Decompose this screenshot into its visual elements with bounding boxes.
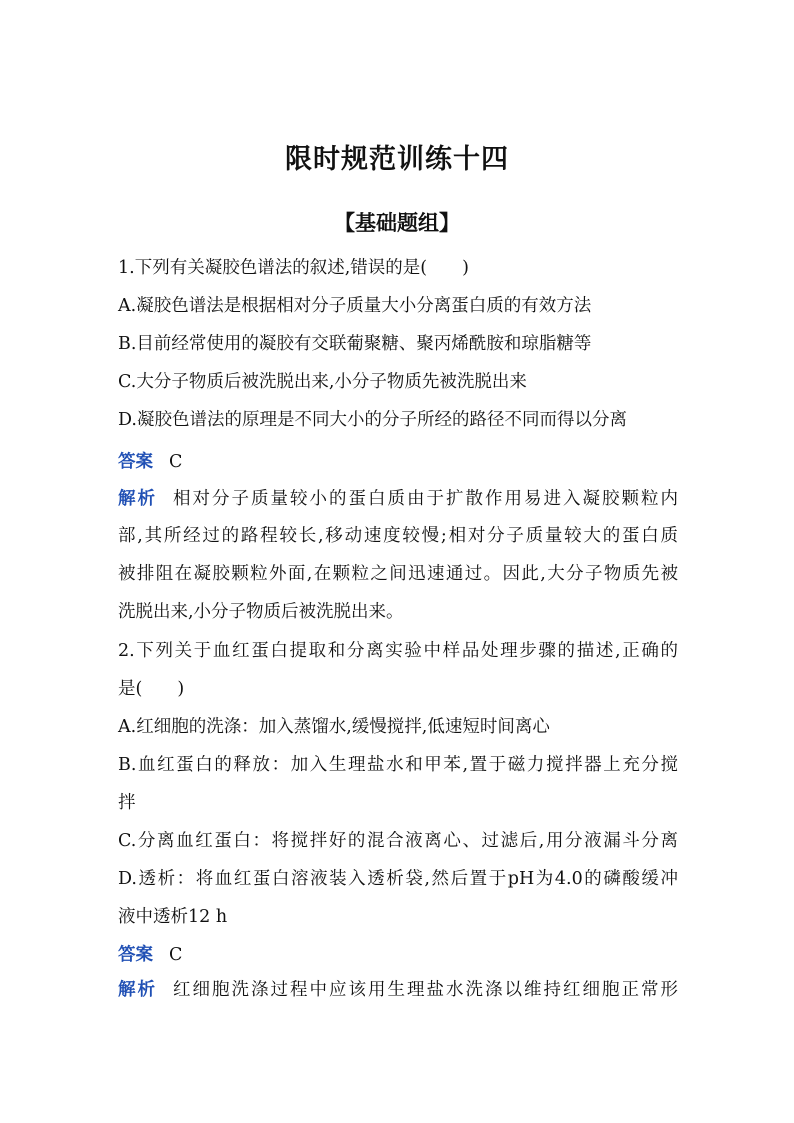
question-1-option-c: C.大分子物质后被洗脱出来,小分子物质先被洗脱出来 [118,372,527,392]
explanation-label: 解析 [118,489,157,509]
question-1-option-d: D.凝胶色谱法的原理是不同大小的分子所经的路径不同而得以分离 [118,410,627,430]
answer-label: 答案 [118,945,153,965]
question-2-answer [118,943,678,967]
question-1-option-b: B.目前经常使用的凝胶有交联葡聚糖、聚丙烯酰胺和琼脂糖等 [118,334,592,354]
question-1-explanation-line: 部,其所经过的路程较长,移动速度较慢;相对分子质量较大的蛋白质 [118,526,678,546]
question-2-option-a: A.红细胞的洗涤：加入蒸馏水,缓慢搅拌,低速短时间离心 [118,717,550,737]
question-2-stem-cont: 是( ) [118,679,185,699]
question-2-option-d: D.透析：将血红蛋白溶液装入透析袋,然后置于pH为4.0的磷酸缓冲 [118,869,678,889]
question-1-answer [118,450,678,474]
answer-value: C [169,452,183,472]
question-2-option-b: B.血红蛋白的释放：加入生理盐水和甲苯,置于磁力搅拌器上充分搅 [118,755,678,775]
question-2-option-d-cont: 液中透析12 h [118,907,228,927]
answer-value: C [169,945,183,965]
question-1-explanation-line [118,487,678,511]
explanation-text: 红细胞洗涤过程中应该用生理盐水洗涤以维持红细胞正常形 [173,980,678,1000]
question-2-explanation-line [118,978,678,1002]
page-title: 限时规范训练十四 [285,144,509,175]
question-1-stem: 1.下列有关凝胶色谱法的叙述,错误的是( ) [118,258,469,278]
question-1-explanation-line: 洗脱出来,小分子物质后被洗脱出来。 [118,602,404,622]
question-2-stem: 2.下列关于血红蛋白提取和分离实验中样品处理步骤的描述,正确的 [118,641,678,661]
question-2-option-b-cont: 拌 [118,793,136,813]
explanation-text: 相对分子质量较小的蛋白质由于扩散作用易进入凝胶颗粒内 [173,489,678,509]
answer-label: 答案 [118,452,153,472]
question-2-option-c: C.分离血红蛋白：将搅拌好的混合液离心、过滤后,用分液漏斗分离 [118,831,678,851]
section-heading: 【基础题组】 [334,210,460,235]
explanation-label: 解析 [118,980,157,1000]
question-1-explanation-line: 被排阻在凝胶颗粒外面,在颗粒之间迅速通过。因此,大分子物质先被 [118,564,678,584]
question-1-option-a: A.凝胶色谱法是根据相对分子质量大小分离蛋白质的有效方法 [118,296,592,316]
